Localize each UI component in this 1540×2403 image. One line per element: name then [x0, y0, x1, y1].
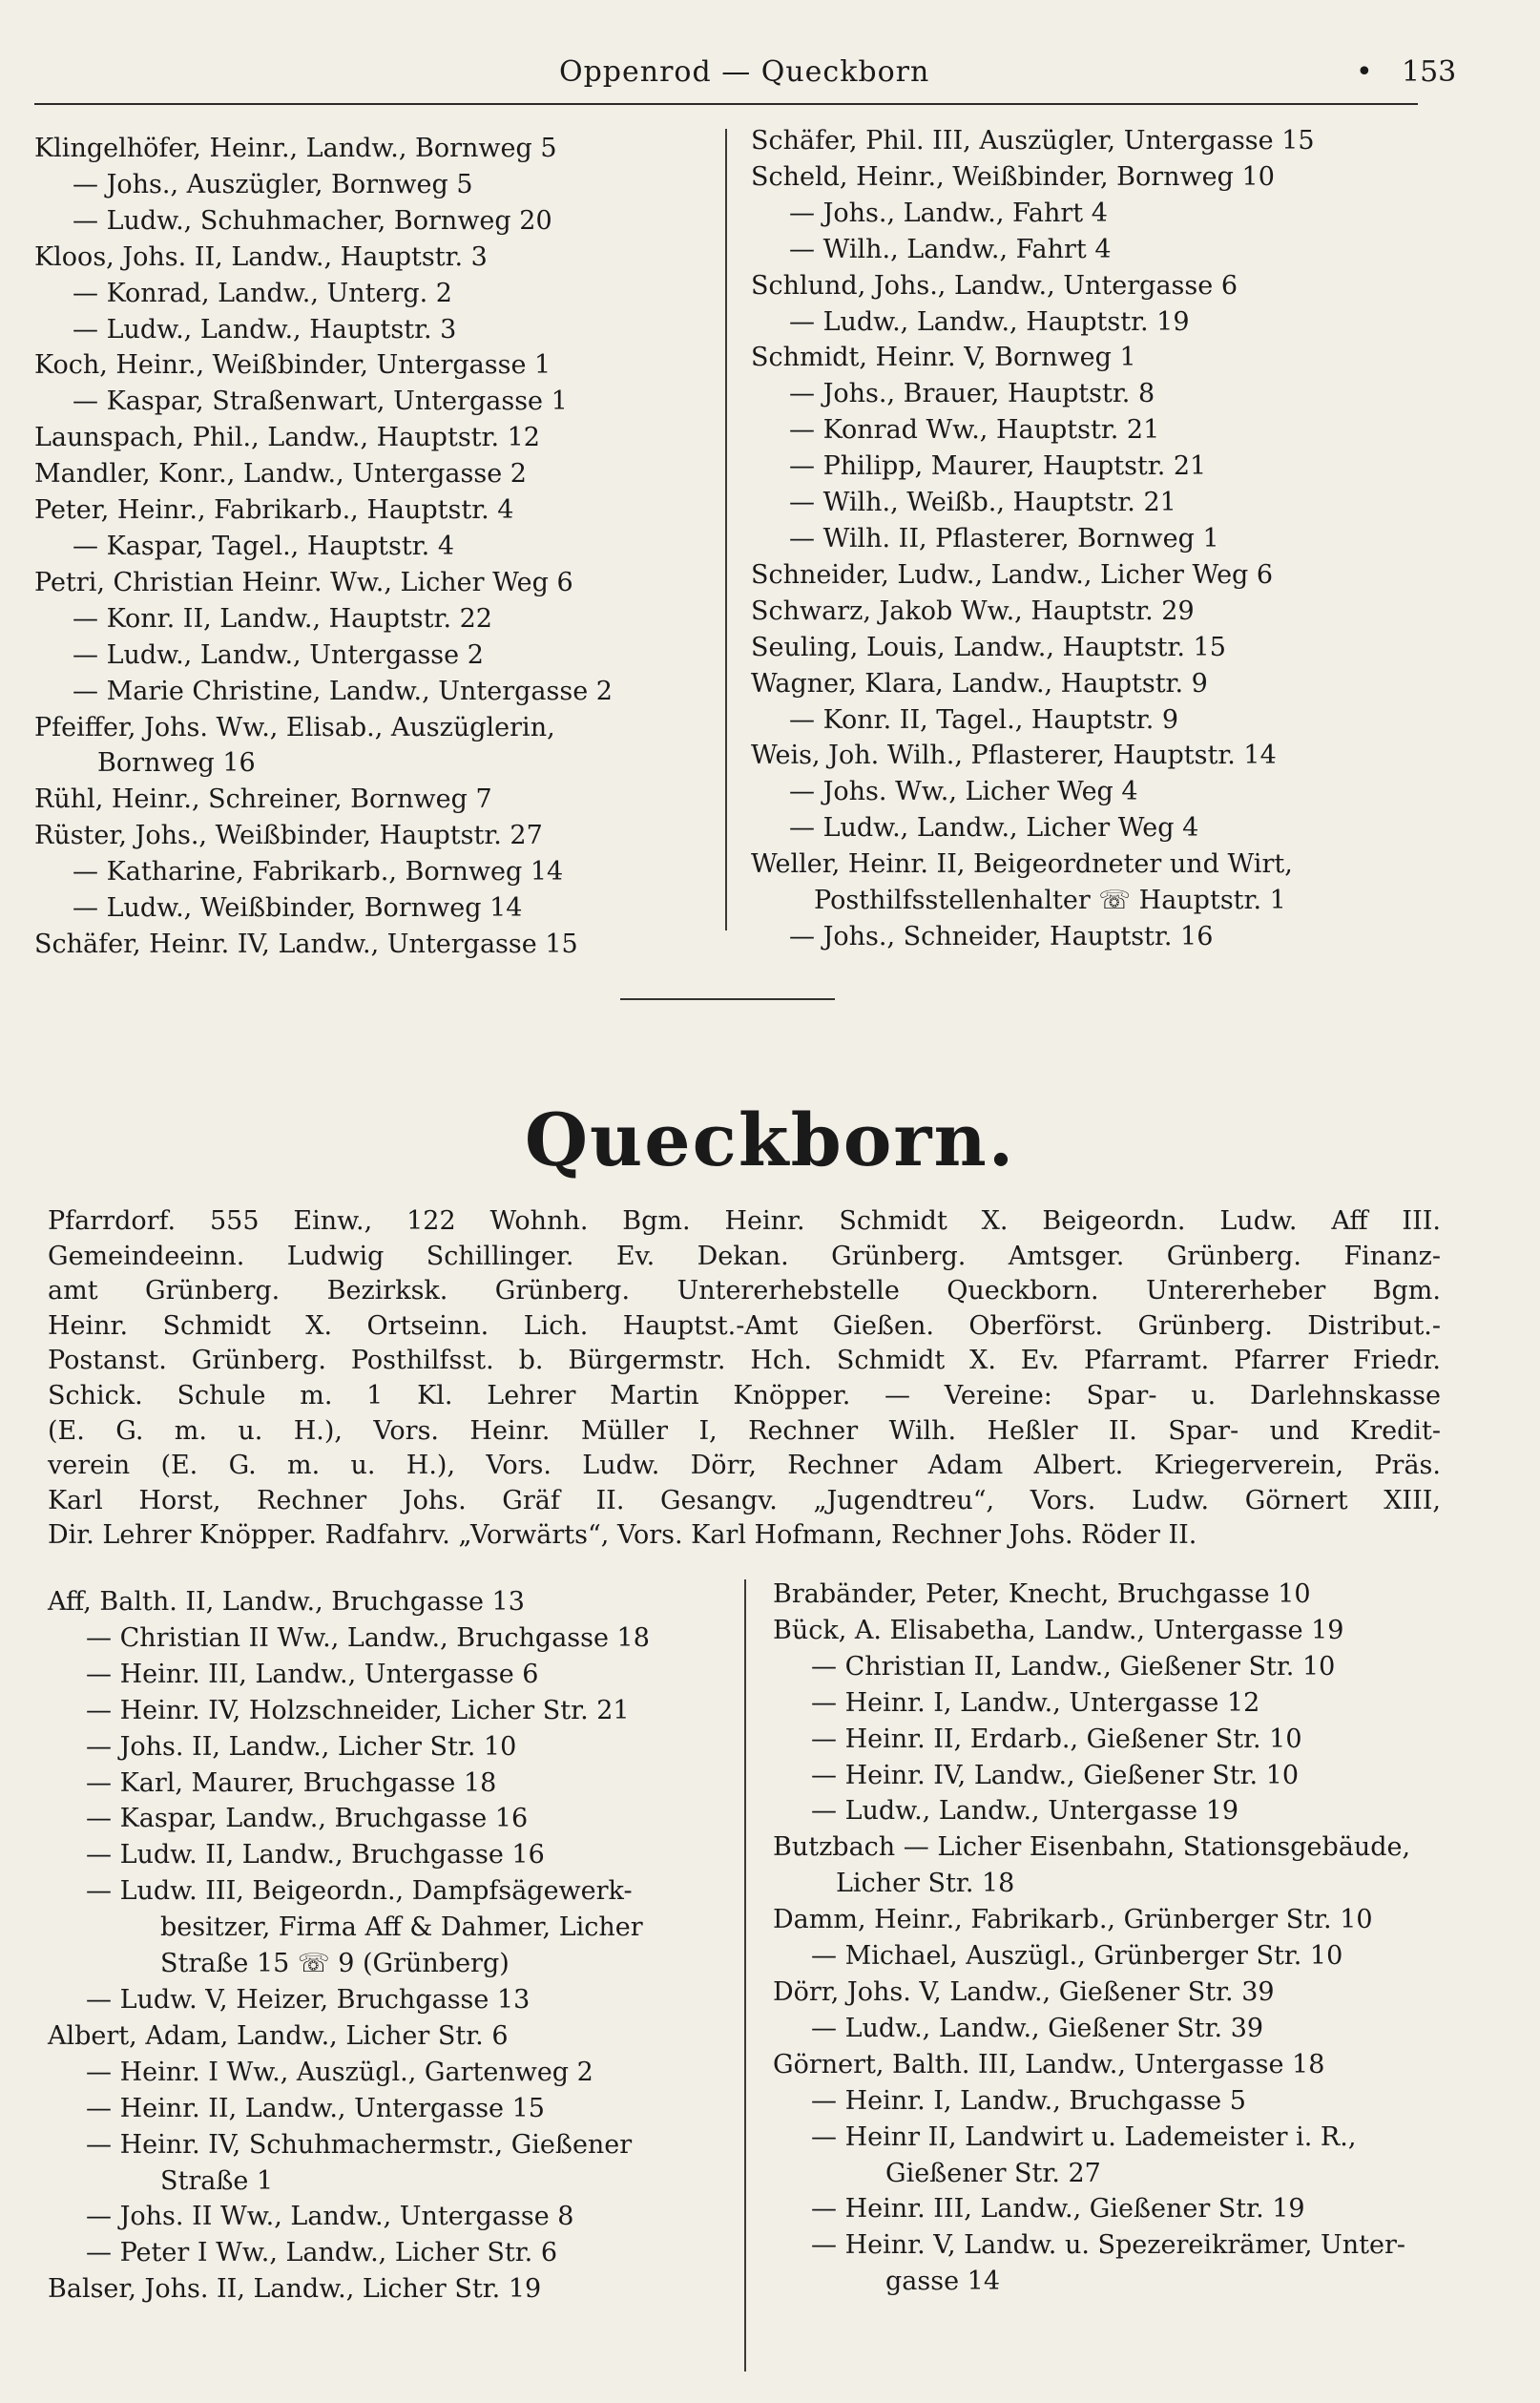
directory-entry: — Johs., Schneider, Hauptstr. 16 — [789, 921, 1214, 951]
directory-entry: — Heinr. IV, Holzschneider, Licher Str. 21 — [86, 1695, 630, 1725]
directory-entry: — Konrad, Landw., Unterg. 2 — [73, 278, 452, 308]
directory-entry: Schneider, Ludw., Landw., Licher Weg 6 — [751, 559, 1274, 590]
directory-entry: Butzbach — Licher Eisenbahn, Stationsgebäude, — [773, 1832, 1411, 1863]
directory-entry: — Heinr. IV, Schuhmachermstr., Gießener — [86, 2129, 633, 2160]
directory-entry: Wagner, Klara, Landw., Hauptstr. 9 — [751, 668, 1208, 699]
directory-entry: Scheld, Heinr., Weißbinder, Bornweg 10 — [751, 161, 1275, 192]
directory-entry: — Heinr. II, Landw., Untergasse 15 — [86, 2093, 545, 2123]
directory-entry: — Johs., Landw., Fahrt 4 — [789, 198, 1108, 228]
directory-entry: Posthilfsstellenhalter ☏ Hauptstr. 1 — [814, 886, 1286, 916]
directory-entry: Schlund, Johs., Landw., Untergasse 6 — [751, 270, 1238, 301]
column-divider — [744, 1579, 746, 2372]
directory-entry: Gießener Str. 27 — [885, 2158, 1101, 2188]
intro-line: Dir. Lehrer Knöpper. Radfahrv. „Vorwärts“, Vors. Karl Hofmann, Rechner Johs. Röder II. — [48, 1520, 1197, 1551]
directory-entry: — Heinr. I, Landw., Untergasse 12 — [811, 1687, 1260, 1718]
directory-entry: — Heinr. V, Landw. u. Spezereikrämer, Unter- — [811, 2230, 1406, 2261]
directory-entry: gasse 14 — [885, 2267, 1001, 2297]
directory-entry: — Kaspar, Landw., Bruchgasse 16 — [86, 1804, 529, 1834]
directory-entry: Schwarz, Jakob Ww., Hauptstr. 29 — [751, 596, 1195, 626]
intro-line: (E. G. m. u. H.), Vors. Heinr. Müller I, Rechner Wilh. Heßler II. Spar- und Kredit- — [48, 1415, 1441, 1446]
directory-entry: Klingelhöfer, Heinr., Landw., Bornweg 5 — [34, 134, 557, 163]
directory-entry: Balser, Johs. II, Landw., Licher Str. 19 — [48, 2274, 542, 2305]
directory-entry: Kloos, Johs. II, Landw., Hauptstr. 3 — [34, 241, 488, 272]
queckborn-left-column — [48, 1584, 735, 2308]
oppenrod-left-column — [34, 131, 721, 963]
directory-entry: — Konr. II, Landw., Hauptstr. 22 — [73, 603, 492, 634]
directory-entry: — Johs., Brauer, Hauptstr. 8 — [789, 379, 1155, 409]
directory-entry: — Ludw. III, Beigeordn., Dampfsägewerk- — [86, 1876, 633, 1907]
directory-entry: — Johs., Auszügler, Bornweg 5 — [73, 169, 473, 199]
directory-entry: Damm, Heinr., Fabrikarb., Grünberger Str. 10 — [773, 1905, 1373, 1935]
directory-entry: — Ludw., Landw., Untergasse 19 — [811, 1796, 1239, 1827]
directory-entry: Schäfer, Phil. III, Auszügler, Untergasse 15 — [751, 126, 1315, 156]
directory-entry: — Ludw., Weißbinder, Bornweg 14 — [73, 893, 523, 924]
directory-entry: — Christian II Ww., Landw., Bruchgasse 18 — [86, 1622, 650, 1653]
directory-entry: — Katharine, Fabrikarb., Bornweg 14 — [73, 857, 564, 888]
directory-entry: Straße 15 ☏ 9 (Grünberg) — [160, 1949, 510, 1979]
directory-entry: — Ludw., Landw., Licher Weg 4 — [789, 813, 1199, 844]
directory-entry: Koch, Heinr., Weißbinder, Untergasse 1 — [34, 350, 551, 381]
directory-entry: — Michael, Auszügl., Grünberger Str. 10 — [811, 1941, 1343, 1972]
intro-line: Pfarrdorf. 555 Einw., 122 Wohnh. Bgm. Heinr. Schmidt X. Beigeordn. Ludw. Aff III. — [48, 1206, 1441, 1236]
intro-line: Schick. Schule m. 1 Kl. Lehrer Martin Knöpper. — Vereine: Spar- u. Darlehnskasse — [48, 1380, 1441, 1410]
intro-line: Karl Horst, Rechner Johs. Gräf II. Gesangv. „Jugendtreu“, Vors. Ludw. Görnert XIII, — [48, 1485, 1441, 1515]
directory-entry: Schäfer, Heinr. IV, Landw., Untergasse 15 — [34, 929, 578, 959]
directory-entry: — Wilh. II, Pflasterer, Bornweg 1 — [789, 523, 1219, 554]
directory-entry: Schmidt, Heinr. V, Bornweg 1 — [751, 343, 1136, 373]
page-header — [34, 50, 1457, 97]
directory-entry: — Heinr. I Ww., Auszügl., Gartenweg 2 — [86, 2057, 593, 2087]
section-separator — [620, 998, 835, 1000]
directory-entry: — Konr. II, Tagel., Hauptstr. 9 — [789, 704, 1179, 735]
directory-entry: — Johs. II, Landw., Licher Str. 10 — [86, 1731, 517, 1762]
intro-line: Heinr. Schmidt X. Ortseinn. Lich. Hauptst.-Amt Gießen. Oberförst. Grünberg. Distribut.- — [48, 1310, 1441, 1341]
queckborn-intro-paragraph — [48, 1204, 1441, 1554]
directory-entry: Albert, Adam, Landw., Licher Str. 6 — [48, 2020, 509, 2051]
directory-entry: — Kaspar, Tagel., Hauptstr. 4 — [73, 531, 455, 561]
directory-entry: — Ludw. V, Heizer, Bruchgasse 13 — [86, 1984, 531, 2015]
directory-entry: — Ludw., Landw., Gießener Str. 39 — [811, 2013, 1264, 2043]
directory-entry: Bornweg 16 — [97, 748, 256, 779]
directory-entry: — Konrad Ww., Hauptstr. 21 — [789, 415, 1160, 446]
directory-entry: Rühl, Heinr., Schreiner, Bornweg 7 — [34, 784, 492, 815]
queckborn-right-column — [773, 1577, 1441, 2300]
directory-entry: Brabänder, Peter, Knecht, Bruchgasse 10 — [773, 1579, 1311, 1609]
page-number: 153 — [1402, 55, 1457, 89]
directory-entry: — Heinr II, Landwirt u. Lademeister i. R., — [811, 2121, 1357, 2152]
directory-entry: — Heinr. IV, Landw., Gießener Str. 10 — [811, 1760, 1300, 1790]
header-rule — [34, 103, 1418, 105]
directory-entry: — Wilh., Landw., Fahrt 4 — [789, 234, 1112, 264]
column-divider — [725, 129, 727, 930]
directory-entry: — Ludw., Landw., Untergasse 2 — [73, 639, 484, 670]
oppenrod-right-column — [751, 123, 1438, 955]
directory-entry: — Ludw., Schuhmacher, Bornweg 20 — [73, 205, 552, 236]
directory-entry: — Karl, Maurer, Bruchgasse 18 — [86, 1767, 497, 1798]
directory-entry: — Heinr. II, Erdarb., Gießener Str. 10 — [811, 1724, 1302, 1754]
section-title: Queckborn. — [524, 1097, 1016, 1182]
intro-line: verein (E. G. m. u. H.), Vors. Ludw. Dörr, Rechner Adam Albert. Kriegerverein, Präs. — [48, 1451, 1441, 1481]
directory-entry: Weis, Joh. Wilh., Pflasterer, Hauptstr. 14 — [751, 741, 1277, 771]
directory-entry: — Ludw., Landw., Hauptstr. 3 — [73, 314, 457, 345]
directory-entry: — Ludw., Landw., Hauptstr. 19 — [789, 306, 1190, 337]
directory-entry: — Johs. II Ww., Landw., Untergasse 8 — [86, 2202, 574, 2232]
header-bullet: • — [1356, 55, 1373, 89]
directory-entry: Licher Str. 18 — [836, 1869, 1015, 1899]
directory-entry: — Christian II, Landw., Gießener Str. 10 — [811, 1651, 1336, 1682]
directory-entry: — Marie Christine, Landw., Untergasse 2 — [73, 676, 613, 706]
directory-entry: Aff, Balth. II, Landw., Bruchgasse 13 — [48, 1587, 525, 1617]
directory-entry: Launspach, Phil., Landw., Hauptstr. 12 — [34, 423, 540, 453]
directory-entry: Bück, A. Elisabetha, Landw., Untergasse 19 — [773, 1615, 1344, 1645]
directory-entry: Mandler, Konr., Landw., Untergasse 2 — [34, 459, 527, 490]
running-title: Oppenrod — Queckborn — [559, 55, 930, 89]
directory-entry: Görnert, Balth. III, Landw., Untergasse 18 — [773, 2049, 1325, 2079]
directory-entry: Pfeiffer, Johs. Ww., Elisab., Auszüglerin, — [34, 712, 555, 742]
directory-entry: Seuling, Louis, Landw., Hauptstr. 15 — [751, 632, 1226, 662]
directory-entry: besitzer, Firma Aff & Dahmer, Licher — [160, 1912, 643, 1943]
directory-entry: — Heinr. I, Landw., Bruchgasse 5 — [811, 2085, 1246, 2116]
directory-entry: — Johs. Ww., Licher Weg 4 — [789, 777, 1138, 807]
directory-entry: — Philipp, Maurer, Hauptstr. 21 — [789, 451, 1207, 482]
directory-entry: Rüster, Johs., Weißbinder, Hauptstr. 27 — [34, 821, 543, 851]
directory-entry: — Peter I Ww., Landw., Licher Str. 6 — [86, 2238, 558, 2268]
directory-entry: Weller, Heinr. II, Beigeordneter und Wirt, — [751, 849, 1293, 880]
directory-entry: — Heinr. III, Landw., Gießener Str. 19 — [811, 2194, 1305, 2225]
directory-entry: Straße 1 — [160, 2165, 274, 2196]
directory-entry: Petri, Christian Heinr. Ww., Licher Weg 6 — [34, 567, 573, 597]
intro-line: Postanst. Grünberg. Posthilfsst. b. Bürgermstr. Hch. Schmidt X. Ev. Pfarramt. Pfarrer Friedr. — [48, 1346, 1441, 1376]
intro-line: Gemeindeeinn. Ludwig Schillinger. Ev. Dekan. Grünberg. Amtsger. Grünberg. Finanz- — [48, 1241, 1441, 1271]
directory-entry: — Heinr. III, Landw., Untergasse 6 — [86, 1659, 539, 1689]
directory-entry: — Kaspar, Straßenwart, Untergasse 1 — [73, 387, 568, 417]
directory-entry: Peter, Heinr., Fabrikarb., Hauptstr. 4 — [34, 495, 514, 526]
directory-entry: — Wilh., Weißb., Hauptstr. 21 — [789, 488, 1176, 518]
directory-entry: Dörr, Johs. V, Landw., Gießener Str. 39 — [773, 1976, 1275, 2007]
directory-entry: — Ludw. II, Landw., Bruchgasse 16 — [86, 1840, 545, 1870]
intro-line: amt Grünberg. Bezirksk. Grünberg. Untererhebstelle Queckborn. Untererheber Bgm. — [48, 1276, 1441, 1306]
